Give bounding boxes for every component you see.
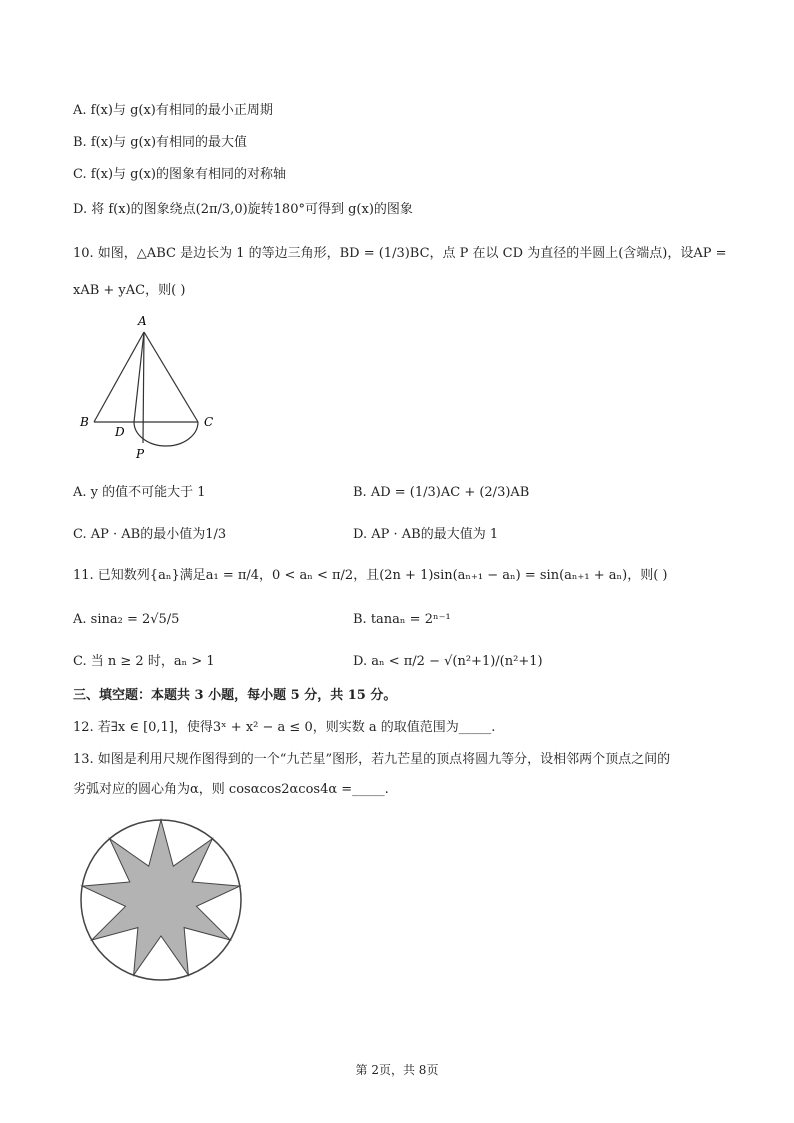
segment-ap (143, 332, 144, 443)
segment-ad (134, 332, 144, 422)
label-c: C (204, 415, 214, 429)
q13-stem-line1: 13. 如图是利用尺规作图得到的一个“九芒星”图形，若九芒星的顶点将圆九等分，设相邻两个顶点之间的 (73, 752, 671, 767)
q11-stem: 11. 已知数列{aₙ}满足a₁ = π/4，0 < aₙ < π/2，且(2n + 1)sin(aₙ₊₁ − aₙ) = sin(aₙ₊₁ + aₙ)，则( ) (73, 568, 668, 583)
q10-stem-line2: xAB + yAC，则( ) (73, 283, 186, 298)
nine-pointed-star (82, 820, 240, 975)
page-footer: 第 2页，共 8页 (355, 1063, 439, 1077)
q10-stem-line1: 10. 如图，△ABC 是边长为 1 的等边三角形，BD = (1/3)BC，点 P 在以 CD 为直径的半圆上(含端点)，设AP = (73, 246, 727, 261)
q10-option-a: A. y 的值不可能大于 1 (73, 485, 206, 500)
segment-ab (94, 332, 144, 422)
label-a: A (138, 314, 147, 328)
q11-option-c: C. 当 n ≥ 2 时，aₙ > 1 (73, 654, 215, 669)
q12-stem: 12. 若∃x ∈ [0,1]，使得3ˣ + x² − a ≤ 0，则实数 a 的取值范围为_____. (73, 720, 496, 735)
q11-option-b: B. tanaₙ = 2ⁿ⁻¹ (353, 612, 451, 627)
q9-option-c: C. f(x)与 g(x)的图象有相同的对称轴 (73, 167, 286, 182)
q10-option-d: D. AP · AB的最大值为 1 (353, 527, 499, 542)
q10-option-c: C. AP · AB的最小值为1/3 (73, 527, 227, 542)
q10-option-b: B. AD = (1/3)AC + (2/3)AB (353, 485, 530, 500)
label-p: P (136, 447, 145, 461)
q9-option-b: B. f(x)与 g(x)有相同的最大值 (73, 135, 248, 150)
label-b: B (80, 415, 89, 429)
label-d: D (115, 425, 125, 439)
q9-option-a: A. f(x)与 g(x)有相同的最小正周期 (73, 103, 273, 118)
q11-option-d: D. aₙ < π/2 − √(n²+1)/(n²+1) (353, 654, 543, 669)
q11-option-a: A. sina₂ = 2√5/5 (73, 612, 180, 627)
nine-pointed-star-figure (73, 812, 249, 988)
q10-triangle-figure (76, 312, 226, 474)
segment-ac (144, 332, 198, 422)
section-title: 三、填空题：本题共 3 小题，每小题 5 分，共 15 分。 (73, 688, 397, 703)
q13-stem-line2: 劣弧对应的圆心角为α，则 cosαcos2αcos4α =_____. (73, 782, 389, 797)
q9-option-d: D. 将 f(x)的图象绕点(2π/3,0)旋转180°可得到 g(x)的图象 (73, 202, 413, 217)
